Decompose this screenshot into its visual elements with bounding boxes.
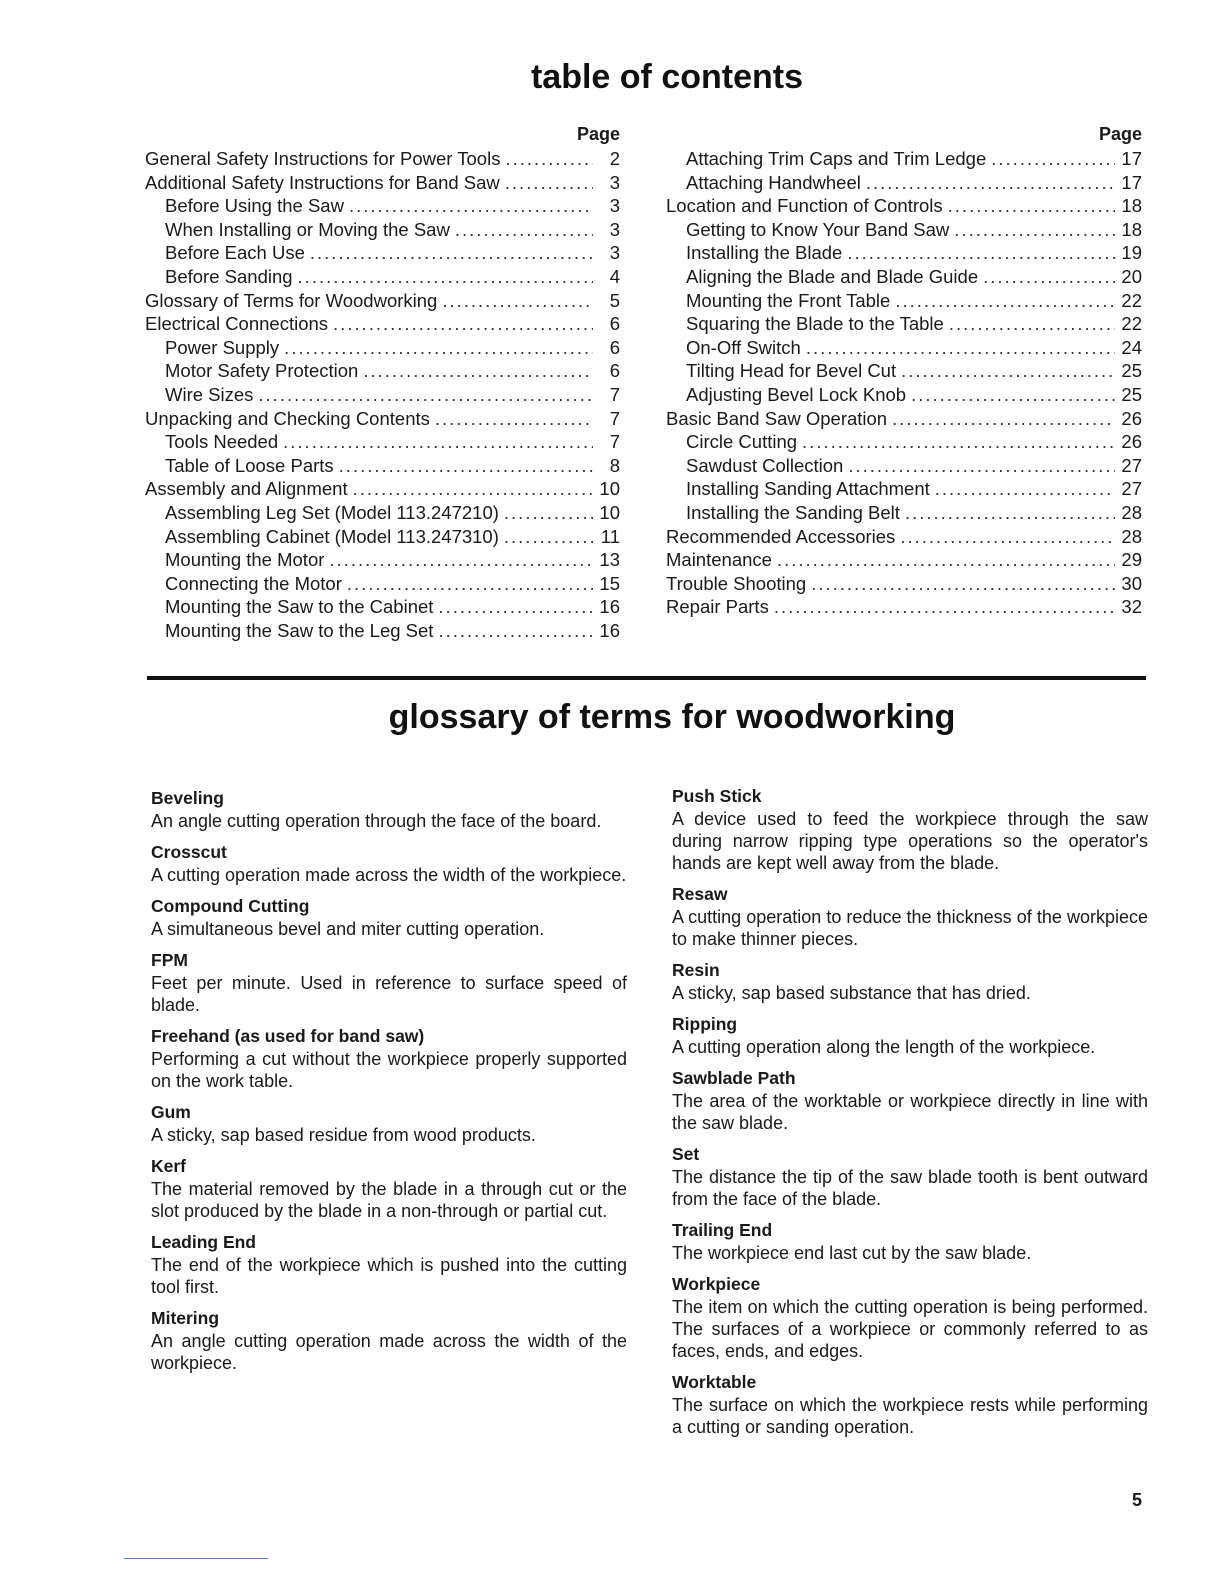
toc-entry-page: 5 — [609, 289, 620, 311]
glossary-definition: A cutting operation to reduce the thickness of the workpiece to make thinner pieces. — [672, 907, 1148, 949]
toc-entry-label: Table of Loose Parts — [165, 454, 334, 476]
glossary-entry — [672, 958, 1148, 1004]
toc-entry-page: 29 — [1121, 549, 1142, 571]
glossary-left-column — [151, 786, 627, 1382]
toc-entry-page: 17 — [1121, 171, 1142, 193]
toc-entry-label: General Safety Instructions for Power Tools — [145, 148, 501, 169]
toc-entry-label: Installing the Blade — [686, 242, 843, 264]
toc-entry-label: Basic Band Saw Operation — [666, 407, 888, 429]
toc-entry-page: 10 — [599, 478, 620, 500]
toc-entry-page: 24 — [1121, 336, 1142, 358]
glossary-definition: A cutting operation made across the width of the workpiece. — [151, 865, 627, 885]
toc-entry — [145, 526, 620, 550]
glossary-right-column — [672, 784, 1148, 1446]
toc-title: table of contents — [530, 58, 804, 96]
toc-entry-label: Additional Safety Instructions for Band Saw — [145, 171, 500, 193]
toc-leader-dots — [848, 455, 1115, 477]
toc-entry — [666, 219, 1142, 243]
toc-leader-dots — [333, 313, 593, 335]
toc-entry — [145, 172, 620, 196]
glossary-entry — [151, 1306, 627, 1374]
toc-page-header: Page — [1098, 124, 1142, 144]
toc-entry-page: 7 — [609, 431, 620, 453]
toc-leader-dots — [954, 219, 1115, 241]
toc-entry-label: Assembly and Alignment — [145, 478, 348, 500]
toc-entry — [145, 266, 620, 290]
toc-leader-dots — [435, 408, 593, 430]
toc-entry-page: 8 — [609, 454, 620, 476]
toc-entry — [666, 431, 1142, 455]
toc-entry-label: Attaching Trim Caps and Trim Ledge — [686, 148, 987, 169]
toc-leader-dots — [905, 502, 1115, 524]
toc-entry — [145, 549, 620, 573]
toc-entry-label: Squaring the Blade to the Table — [686, 313, 944, 335]
toc-leader-dots — [505, 172, 593, 194]
glossary-entry — [672, 1370, 1148, 1438]
toc-entry-label: Getting to Know Your Band Saw — [686, 218, 950, 240]
toc-leader-dots — [777, 549, 1115, 571]
glossary-entry — [672, 882, 1148, 950]
glossary-entry — [672, 784, 1148, 874]
toc-leader-dots — [504, 502, 593, 524]
toc-entry-page: 25 — [1121, 360, 1142, 382]
toc-entry — [145, 290, 620, 314]
glossary-entry — [151, 1154, 627, 1222]
glossary-entry — [151, 1100, 627, 1146]
toc-entry — [666, 242, 1142, 266]
toc-leader-dots — [900, 526, 1115, 548]
toc-leader-dots — [806, 337, 1115, 359]
toc-leader-dots — [802, 431, 1115, 453]
glossary-definition: An angle cutting operation through the face of the board. — [151, 811, 602, 831]
toc-entry-page: 7 — [609, 407, 620, 429]
toc-entry — [145, 242, 620, 266]
toc-entry-label: Circle Cutting — [686, 431, 798, 453]
toc-leader-dots — [901, 360, 1115, 382]
toc-entry — [666, 313, 1142, 337]
toc-entry-label: Tilting Head for Bevel Cut — [686, 360, 897, 382]
toc-entry-label: Attaching Handwheel — [686, 171, 861, 193]
toc-leader-dots — [258, 384, 593, 406]
toc-entry — [145, 219, 620, 243]
toc-entry-page: 19 — [1121, 242, 1142, 264]
glossary-entry — [672, 1066, 1148, 1134]
glossary-definition: Performing a cut without the workpiece properly supported on the work table. — [151, 1049, 627, 1091]
toc-left-column — [145, 124, 620, 643]
toc-entry-page: 20 — [1121, 265, 1142, 287]
toc-entry-label: Electrical Connections — [145, 313, 329, 335]
section-divider — [147, 676, 1146, 680]
glossary-term: Worktable — [672, 1372, 757, 1392]
glossary-term: Workpiece — [672, 1274, 761, 1294]
toc-leader-dots — [892, 408, 1115, 430]
toc-leader-dots — [911, 384, 1115, 406]
toc-entry-label: Mounting the Saw to the Cabinet — [165, 596, 434, 618]
toc-leader-dots — [991, 148, 1115, 170]
glossary-entry — [151, 1024, 627, 1092]
toc-leader-dots — [505, 148, 593, 170]
toc-leader-dots — [353, 478, 593, 500]
toc-leader-dots — [847, 242, 1115, 264]
toc-entry-label: Repair Parts — [666, 596, 769, 618]
glossary-entry — [672, 1012, 1148, 1058]
toc-leader-dots — [504, 526, 593, 548]
toc-entry-page: 6 — [609, 336, 620, 358]
glossary-entry — [151, 894, 627, 940]
toc-entry — [145, 408, 620, 432]
toc-entry-label: Before Using the Saw — [165, 195, 344, 217]
toc-entry-label: Aligning the Blade and Blade Guide — [686, 265, 979, 287]
glossary-term: FPM — [151, 950, 188, 970]
glossary-entry — [672, 1272, 1148, 1362]
glossary-term: Resin — [672, 960, 720, 980]
toc-entry — [145, 360, 620, 384]
glossary-definition: A simultaneous bevel and miter cutting operation. — [151, 919, 545, 939]
glossary-entry — [151, 840, 627, 886]
toc-entry-label: Trouble Shooting — [666, 572, 807, 594]
toc-entry-page: 28 — [1121, 501, 1142, 523]
glossary-entry — [151, 1230, 627, 1298]
toc-entry-page: 26 — [1121, 407, 1142, 429]
glossary-term: Kerf — [151, 1156, 187, 1176]
glossary-term: Set — [672, 1144, 700, 1164]
toc-entry-page: 18 — [1121, 218, 1142, 240]
toc-entry-label: Before Sanding — [165, 265, 293, 287]
toc-entry — [666, 596, 1142, 620]
toc-entry-label: Mounting the Front Table — [686, 289, 891, 311]
toc-entry-page: 27 — [1121, 478, 1142, 500]
toc-entry — [666, 195, 1142, 219]
glossary-definition: A device used to feed the workpiece through the saw during narrow ripping type operations so the operator's hands are kept well away from the blade. — [672, 809, 1148, 873]
toc-entry-label: Adjusting Bevel Lock Knob — [686, 383, 907, 405]
toc-entry — [666, 478, 1142, 502]
toc-entry — [145, 502, 620, 526]
glossary-definition: A sticky, sap based residue from wood products. — [151, 1125, 536, 1145]
toc-leader-dots — [310, 242, 593, 264]
toc-entry — [145, 596, 620, 620]
toc-entry — [145, 148, 620, 172]
toc-leader-dots — [866, 172, 1115, 194]
toc-leader-dots — [438, 596, 593, 618]
toc-leader-dots — [347, 573, 593, 595]
toc-entry — [145, 313, 620, 337]
toc-entry — [666, 526, 1142, 550]
glossary-entry — [151, 786, 627, 832]
toc-entry — [145, 620, 620, 644]
glossary-entry — [151, 948, 627, 1016]
toc-leader-dots — [774, 596, 1115, 618]
toc-entry-page: 16 — [599, 596, 620, 618]
glossary-term: Compound Cutting — [151, 896, 310, 916]
glossary-definition: A cutting operation along the length of the workpiece. — [672, 1037, 1096, 1057]
toc-leader-dots — [349, 195, 593, 217]
glossary-title: glossary of terms for woodworking — [388, 698, 956, 736]
glossary-term: Beveling — [151, 788, 224, 808]
toc-left-list — [145, 148, 620, 643]
glossary-definition: The area of the worktable or workpiece directly in line with the saw blade. — [672, 1091, 1148, 1133]
toc-entry — [666, 148, 1142, 172]
toc-entry-page: 22 — [1121, 289, 1142, 311]
toc-entry-label: Sawdust Collection — [686, 454, 844, 476]
glossary-term: Gum — [151, 1102, 191, 1122]
toc-entry-page: 2 — [609, 148, 620, 169]
page-number: 5 — [1132, 1490, 1143, 1510]
glossary-definition: Feet per minute. Used in reference to surface speed of blade. — [151, 973, 627, 1015]
toc-leader-dots — [983, 266, 1115, 288]
toc-entry-label: When Installing or Moving the Saw — [165, 218, 450, 240]
toc-entry — [666, 455, 1142, 479]
toc-entry — [666, 266, 1142, 290]
toc-entry-page: 15 — [599, 572, 620, 594]
glossary-term: Freehand (as used for band saw) — [151, 1026, 425, 1046]
glossary-term: Crosscut — [151, 842, 227, 862]
toc-entry — [666, 502, 1142, 526]
toc-entry — [145, 478, 620, 502]
glossary-term: Resaw — [672, 884, 728, 904]
toc-entry-label: Glossary of Terms for Woodworking — [145, 289, 438, 311]
toc-entry-label: Before Each Use — [165, 242, 305, 264]
toc-entry-label: Mounting the Saw to the Leg Set — [165, 619, 434, 641]
toc-leader-dots — [895, 290, 1115, 312]
toc-entry-page: 3 — [609, 171, 620, 193]
toc-entry-label: Mounting the Motor — [165, 549, 325, 571]
toc-entry-page: 10 — [599, 501, 620, 523]
glossary-definition: The material removed by the blade in a through cut or the slot produced by the blade in a non-through or partial cut. — [151, 1179, 627, 1221]
glossary-term: Leading End — [151, 1232, 256, 1252]
toc-page-header: Page — [576, 124, 620, 144]
toc-entry — [666, 549, 1142, 573]
glossary-definition: The item on which the cutting operation is being performed. The surfaces of a workpiece or commonly referred to as faces, ends, and edges. — [672, 1297, 1148, 1361]
toc-entry — [145, 455, 620, 479]
toc-entry — [666, 360, 1142, 384]
toc-leader-dots — [811, 573, 1115, 595]
toc-entry-page: 13 — [599, 549, 620, 571]
toc-entry-page: 3 — [609, 218, 620, 240]
toc-entry-label: Power Supply — [165, 336, 280, 358]
toc-entry-page: 28 — [1121, 525, 1142, 547]
toc-leader-dots — [283, 431, 593, 453]
glossary-entry — [672, 1218, 1148, 1264]
toc-leader-dots — [442, 290, 593, 312]
toc-entry — [666, 290, 1142, 314]
toc-entry — [145, 337, 620, 361]
toc-leader-dots — [363, 360, 593, 382]
glossary-definition: The distance the tip of the saw blade tooth is bent outward from the face of the blade. — [672, 1167, 1148, 1209]
toc-entry-label: Installing the Sanding Belt — [686, 501, 900, 523]
toc-leader-dots — [948, 195, 1115, 217]
toc-leader-dots — [339, 455, 593, 477]
toc-entry-page: 17 — [1121, 148, 1142, 169]
toc-entry-label: Location and Function of Controls — [666, 195, 943, 217]
toc-entry-page: 7 — [609, 383, 620, 405]
toc-entry-label: Assembling Leg Set (Model 113.247210) — [165, 501, 499, 523]
toc-leader-dots — [949, 313, 1115, 335]
toc-entry-label: Wire Sizes — [165, 383, 254, 405]
toc-leader-dots — [455, 219, 593, 241]
glossary-definition: The workpiece end last cut by the saw blade. — [672, 1243, 1032, 1263]
toc-entry — [666, 172, 1142, 196]
toc-leader-dots — [329, 549, 593, 571]
glossary-definition: An angle cutting operation made across the width of the workpiece. — [151, 1331, 627, 1373]
toc-entry — [666, 573, 1142, 597]
glossary-term: Sawblade Path — [672, 1068, 796, 1088]
toc-entry — [666, 408, 1142, 432]
toc-entry-page: 3 — [609, 242, 620, 264]
toc-entry — [666, 384, 1142, 408]
toc-entry-page: 30 — [1121, 572, 1142, 594]
toc-entry-label: Motor Safety Protection — [165, 360, 359, 382]
toc-right-column — [666, 124, 1142, 620]
toc-entry-page: 6 — [609, 360, 620, 382]
toc-entry — [145, 573, 620, 597]
toc-entry-page: 22 — [1121, 313, 1142, 335]
toc-entry-page: 11 — [600, 525, 620, 547]
toc-entry — [666, 337, 1142, 361]
toc-entry-label: Assembling Cabinet (Model 113.247310) — [165, 525, 499, 547]
toc-entry-label: Maintenance — [666, 549, 772, 571]
glossary-definition: A sticky, sap based substance that has dried. — [672, 983, 1031, 1003]
toc-entry-page: 16 — [599, 619, 620, 641]
toc-entry-page: 27 — [1121, 454, 1142, 476]
toc-entry-label: Tools Needed — [165, 431, 279, 453]
toc-leader-dots — [298, 266, 593, 288]
toc-entry-page: 3 — [609, 195, 620, 217]
glossary-term: Mitering — [151, 1308, 220, 1328]
toc-entry — [145, 384, 620, 408]
toc-entry — [145, 431, 620, 455]
toc-entry-label: On-Off Switch — [686, 336, 801, 358]
toc-leader-dots — [284, 337, 593, 359]
glossary-term: Trailing End — [672, 1220, 773, 1240]
toc-entry-page: 32 — [1121, 596, 1142, 618]
toc-leader-dots — [935, 478, 1115, 500]
toc-entry-label: Connecting the Motor — [165, 572, 342, 594]
toc-entry-label: Unpacking and Checking Contents — [145, 407, 430, 429]
toc-entry-label: Recommended Accessories — [666, 525, 896, 547]
toc-right-list — [666, 148, 1142, 620]
toc-entry-page: 26 — [1121, 431, 1142, 453]
toc-entry-label: Installing Sanding Attachment — [686, 478, 930, 500]
glossary-term: Push Stick — [672, 786, 762, 806]
toc-leader-dots — [438, 620, 593, 642]
toc-entry-page: 4 — [609, 265, 620, 287]
glossary-entry — [672, 1142, 1148, 1210]
toc-entry-page: 18 — [1121, 195, 1142, 217]
toc-entry-page: 25 — [1121, 383, 1142, 405]
glossary-definition: The surface on which the workpiece rests while performing a cutting or sanding operation. — [672, 1395, 1148, 1437]
glossary-definition: The end of the workpiece which is pushed into the cutting tool first. — [151, 1255, 627, 1297]
glossary-term: Ripping — [672, 1014, 738, 1034]
footer-line — [124, 1558, 268, 1559]
toc-entry-page: 6 — [609, 313, 620, 335]
toc-entry — [145, 195, 620, 219]
